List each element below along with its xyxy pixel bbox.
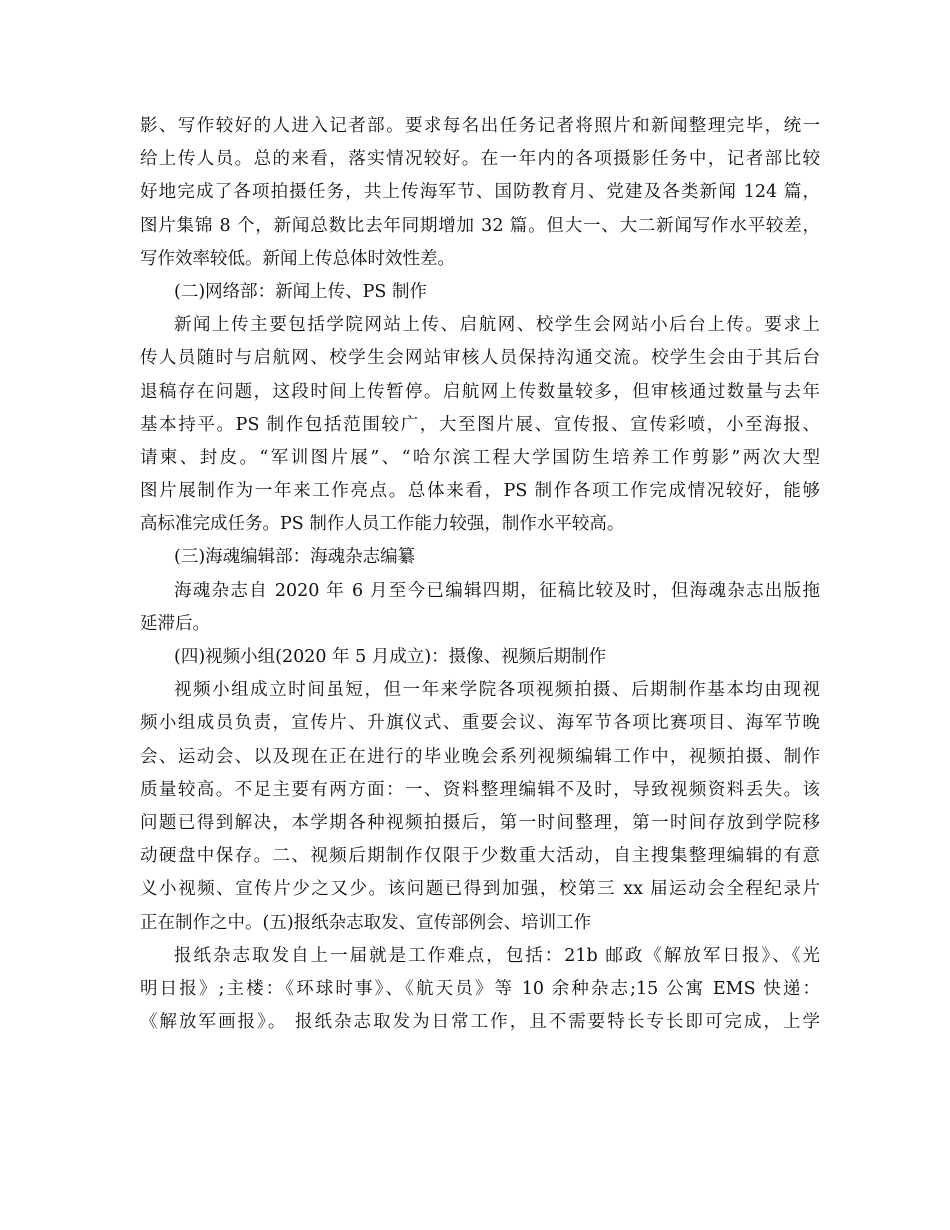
text-line: 会、运动会、以及现在正在进行的毕业晚会系列视频编辑工作中，视频拍摄、制作 <box>140 746 820 767</box>
text-line: 义小视频、宣传片少之又少。该问题已得到加强，校第三 xx 届运动会全程纪录片 <box>140 879 820 900</box>
text-line: 频小组成员负责，宣传片、升旗仪式、重要会议、海军节各项比赛项目、海军节晚 <box>140 713 820 734</box>
text-line: 明日报》;主楼：《环球时事》、《航天员》等 10 余种杂志;15 公寓 EMS 快递： <box>140 978 820 999</box>
text-line: 好地完成了各项拍摄任务，共上传海军节、国防教育月、党建及各类新闻 124 篇， <box>140 182 820 203</box>
text-line: 退稿存在问题，这段时间上传暂停。启航网上传数量较多，但审核通过数量与去年 <box>140 381 820 402</box>
text-line: 给上传人员。总的来看，落实情况较好。在一年内的各项摄影任务中，记者部比较 <box>140 149 820 170</box>
text-line: 请柬、封皮。“军训图片展”、“哈尔滨工程大学国防生培养工作剪影”两次大型 <box>140 447 820 468</box>
text-line: 传人员随时与启航网、校学生会网站审核人员保持沟通交流。校学生会由于其后台 <box>140 348 820 369</box>
text-line: 新闻上传主要包括学院网站上传、启航网、校学生会网站小后台上传。要求上 <box>174 315 820 336</box>
text-line: 写作效率较低。新闻上传总体时效性差。 <box>140 248 455 269</box>
text-line: 问题已得到解决，本学期各种视频拍摄后，第一时间整理，第一时间存放到学院移 <box>140 812 820 833</box>
text-line: 海魂杂志自 2020 年 6 月至今已编辑四期，征稿比较及时，但海魂杂志出版拖 <box>174 580 820 601</box>
text-line: 图片展制作为一年来工作亮点。总体来看，PS 制作各项工作完成情况较好，能够 <box>140 481 820 502</box>
document-page <box>140 110 820 1039</box>
text-line: 图片集锦 8 个，新闻总数比去年同期增加 32 篇。但大一、大二新闻写作水平较差， <box>140 215 820 236</box>
text-line: 高标准完成任务。PS 制作人员工作能力较强，制作水平较高。 <box>140 514 625 535</box>
text-line: 延滞后。 <box>140 613 210 634</box>
text-line: 基本持平。PS 制作包括范围较广，大至图片展、宣传报、宣传彩喷，小至海报、 <box>140 414 820 435</box>
text-line: 《解放军画报》。 报纸杂志取发为日常工作，且不需要特长专长即可完成，上学 <box>140 1012 820 1033</box>
text-line: (三)海魂编辑部：海魂杂志编纂 <box>174 547 416 568</box>
text-line: 视频小组成立时间虽短，但一年来学院各项视频拍摄、后期制作基本均由现视 <box>174 680 820 701</box>
text-line: (二)网络部：新闻上传、PS 制作 <box>174 281 427 302</box>
text-line: 影、写作较好的人进入记者部。要求每名出任务记者将照片和新闻整理完毕，统一 <box>140 116 820 136</box>
text-line: 正在制作之中。(五)报纸杂志取发、宣传部例会、培训工作 <box>140 912 592 933</box>
text-line: 质量较高。不足主要有两方面：一、资料整理编辑不及时，导致视频资料丢失。该 <box>140 779 820 800</box>
text-line: 报纸杂志取发自上一届就是工作难点，包括：21b 邮政《解放军日报》、《光 <box>174 945 820 966</box>
text-line: (四)视频小组(2020 年 5 月成立)：摄像、视频后期制作 <box>174 647 607 667</box>
text-line: 动硬盘中保存。二、视频后期制作仅限于少数重大活动，自主搜集整理编辑的有意 <box>140 846 820 867</box>
